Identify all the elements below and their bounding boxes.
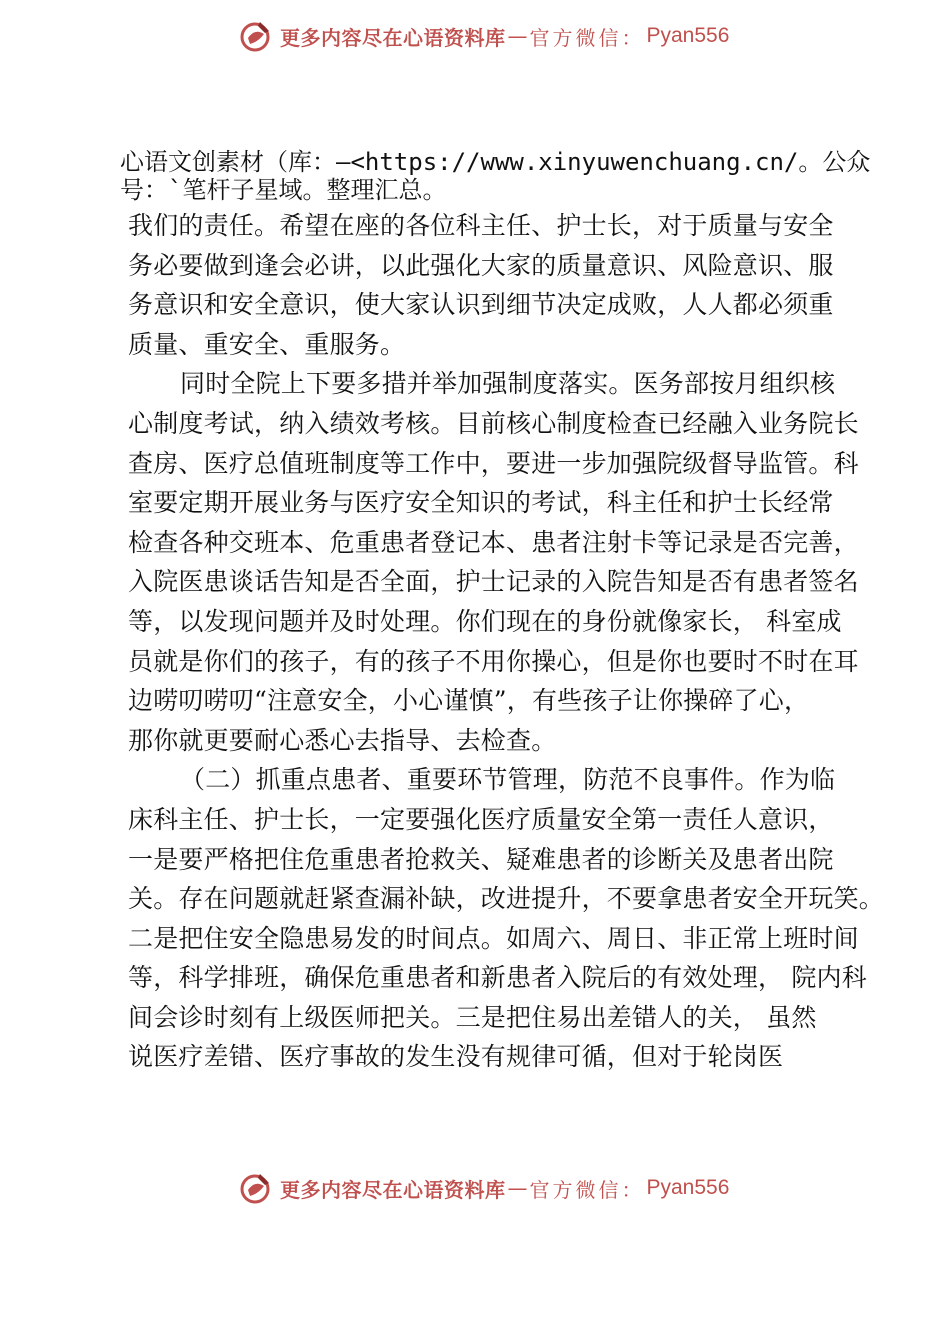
text-line: 间会诊时刻有上级医师把关。三是把住易出差错人的关， 虽然 xyxy=(128,1002,817,1032)
text-line: 务意识和安全意识，使大家认识到细节决定成败，人人都必须重 xyxy=(128,290,834,320)
text-line: 室要定期开展业务与医疗安全知识的考试，科主任和护士长经常 xyxy=(128,488,834,518)
text-line: 边唠叨唠叨“注意安全，小心谨慎”，有些孩子让你操碎了心， xyxy=(128,686,810,716)
text-line: 二是把住安全隐患易发的时间点。如周六、周日、非正常上班时间 xyxy=(128,923,859,953)
text-line: 那你就更要耐心悉心去指导、去检查。 xyxy=(128,725,557,755)
footer-banner xyxy=(238,1168,729,1208)
text-line: 我们的责任。希望在座的各位科主任、护士长，对于质量与安全 xyxy=(128,211,834,240)
text-line: 查房、医疗总值班制度等工作中，要进一步加强院级督导监管。科 xyxy=(128,448,859,478)
text-line: 质量、重安全、重服务。 xyxy=(128,329,406,359)
text-line: 入院医患谈话告知是否全面，护士记录的入院告知是否有患者签名 xyxy=(128,567,859,597)
text-line: 心制度考试，纳入绩效考核。目前核心制度检查已经融入业务院长 xyxy=(128,408,859,438)
banner-wechat-id: Pyan556 xyxy=(646,24,730,47)
source-note-line: 心语文创素材（库：—<https://www.xinyuwenchuang.cn/。公众 xyxy=(120,148,871,176)
text-line: 说医疗差错、医疗事故的发生没有规律可循，但对于轮岗医 xyxy=(128,1042,784,1072)
text-line: 关。存在问题就赶紧查漏补缺，改进提升，不要拿患者安全开玩笑。 xyxy=(128,884,885,914)
banner-dash: — xyxy=(507,24,528,48)
text-line: 务必要做到逢会必讲，以此强化大家的质量意识、风险意识、服 xyxy=(128,250,834,280)
text-line: （二）抓重点患者、重要环节管理，防范不良事件。作为临 xyxy=(180,765,836,795)
text-line: 等，以发现问题并及时处理。你们现在的身份就像家长， 科室成 xyxy=(128,606,842,636)
logo-icon xyxy=(238,18,274,54)
logo-icon xyxy=(238,1170,274,1206)
banner-wechat-label: 官方微信： xyxy=(529,1177,645,1202)
banner-text: 更多内容尽在心语资料库 xyxy=(280,25,506,50)
source-note-line: 号：`笔杆子星域。整理汇总。 xyxy=(120,176,447,204)
text-line: 检查各种交班本、危重患者登记本、患者注射卡等记录是否完善， xyxy=(128,527,859,557)
document-body xyxy=(128,206,885,1077)
banner-text: 更多内容尽在心语资料库 xyxy=(280,1177,506,1202)
text-line: 床科主任、护士长，一定要强化医疗质量安全第一责任人意识， xyxy=(128,804,834,834)
banner-dash: — xyxy=(507,1176,528,1200)
text-line: 员就是你们的孩子，有的孩子不用你操心，但是你也要时不时在耳 xyxy=(128,646,859,676)
source-note xyxy=(120,148,871,204)
banner-wechat-id: Pyan556 xyxy=(646,1176,730,1199)
banner-wechat-label: 官方微信： xyxy=(529,25,645,50)
header-banner xyxy=(238,16,729,56)
text-line: 等，科学排班，确保危重患者和新患者入院后的有效处理， 院内科 xyxy=(128,963,867,993)
text-line: 一是要严格把住危重患者抢救关、疑难患者的诊断关及患者出院 xyxy=(128,844,834,874)
text-line: 同时全院上下要多措并举加强制度落实。医务部按月组织核 xyxy=(180,369,836,399)
